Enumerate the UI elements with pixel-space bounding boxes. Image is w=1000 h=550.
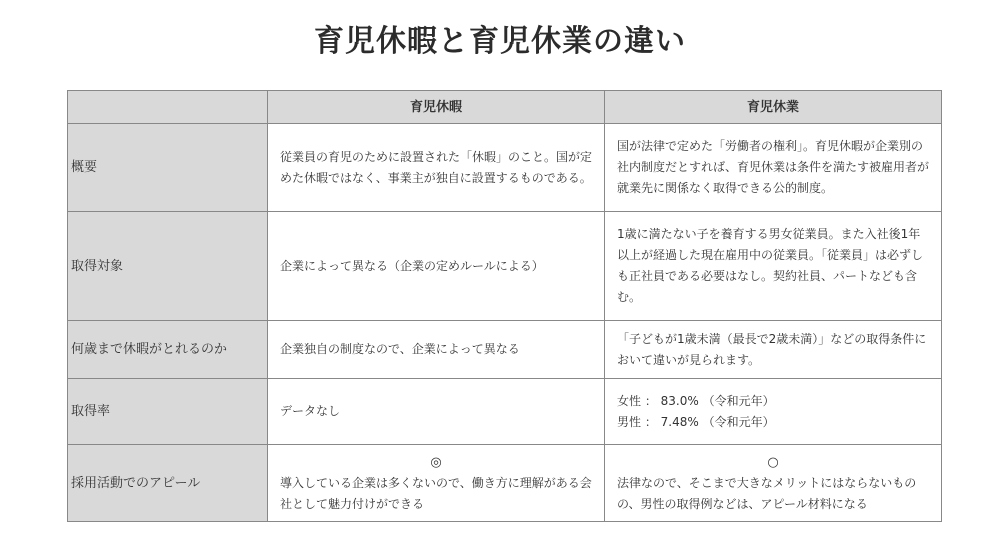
table-row	[68, 321, 942, 379]
cell-kyuka-uptake-rate: データなし	[268, 379, 605, 445]
rating-circle-mark: ○	[767, 454, 779, 470]
cell-kyugyo-eligibility: 1歳に満たない子を養育する男女従業員。また入社後1年以上が経過した現在雇用中の従業員。「従業員」は必ずしも正社員である必要はなし。契約社員、パートなども含む。	[605, 212, 942, 321]
cell-kyugyo-recruiting-appeal	[605, 445, 942, 522]
header-corner-cell	[68, 91, 268, 124]
row-label-eligibility: 取得対象	[68, 212, 268, 321]
comparison-table	[67, 90, 942, 522]
table-row	[68, 379, 942, 445]
uptake-rate-male: 男性 ： 7.48% （令和元年）	[617, 414, 775, 429]
header-kyugyo: 育児休業	[605, 91, 942, 124]
cell-kyuka-eligibility: 企業によって異なる（企業の定めルールによる）	[268, 212, 605, 321]
appeal-text-kyugyo: 法律なので、そこまで大きなメリットにはならないものの、男性の取得例などは、アピール材料になる	[617, 475, 917, 511]
cell-kyuka-age-limit: 企業独自の制度なので、企業によって異なる	[268, 321, 605, 379]
cell-kyugyo-overview: 国が法律で定めた「労働者の権利」。育児休暇が企業別の社内制度だとすれば、育児休業は条件を満たす被雇用者が就業先に関係なく取得できる公的制度。	[605, 124, 942, 212]
page-title: 育児休暇と育児休業の違い	[314, 24, 686, 59]
cell-kyugyo-age-limit: 「子どもが1歳未満（最長で2歳未満）」などの取得条件において違いが見られます。	[605, 321, 942, 379]
table-row	[68, 124, 942, 212]
table-row	[68, 445, 942, 522]
row-label-recruiting-appeal: 採用活動でのアピール	[68, 445, 268, 522]
table-row	[68, 212, 942, 321]
header-kyuka: 育児休暇	[268, 91, 605, 124]
row-label-uptake-rate: 取得率	[68, 379, 268, 445]
appeal-text-kyuka: 導入している企業は多くないので、働き方に理解がある会社として魅力付けができる	[280, 475, 592, 511]
row-label-age-limit: 何歳まで休暇がとれるのか	[68, 321, 268, 379]
row-label-overview: 概要	[68, 124, 268, 212]
cell-kyugyo-uptake-rate	[605, 379, 942, 445]
rating-double-circle-mark: ◎	[430, 454, 442, 470]
uptake-rate-female: 女性 ： 83.0% （令和元年）	[617, 393, 775, 408]
cell-kyuka-recruiting-appeal	[268, 445, 605, 522]
cell-kyuka-overview: 従業員の育児のために設置された「休暇」のこと。国が定めた休暇ではなく、事業主が独自に設置するものである。	[268, 124, 605, 212]
table-header-row	[68, 91, 942, 124]
